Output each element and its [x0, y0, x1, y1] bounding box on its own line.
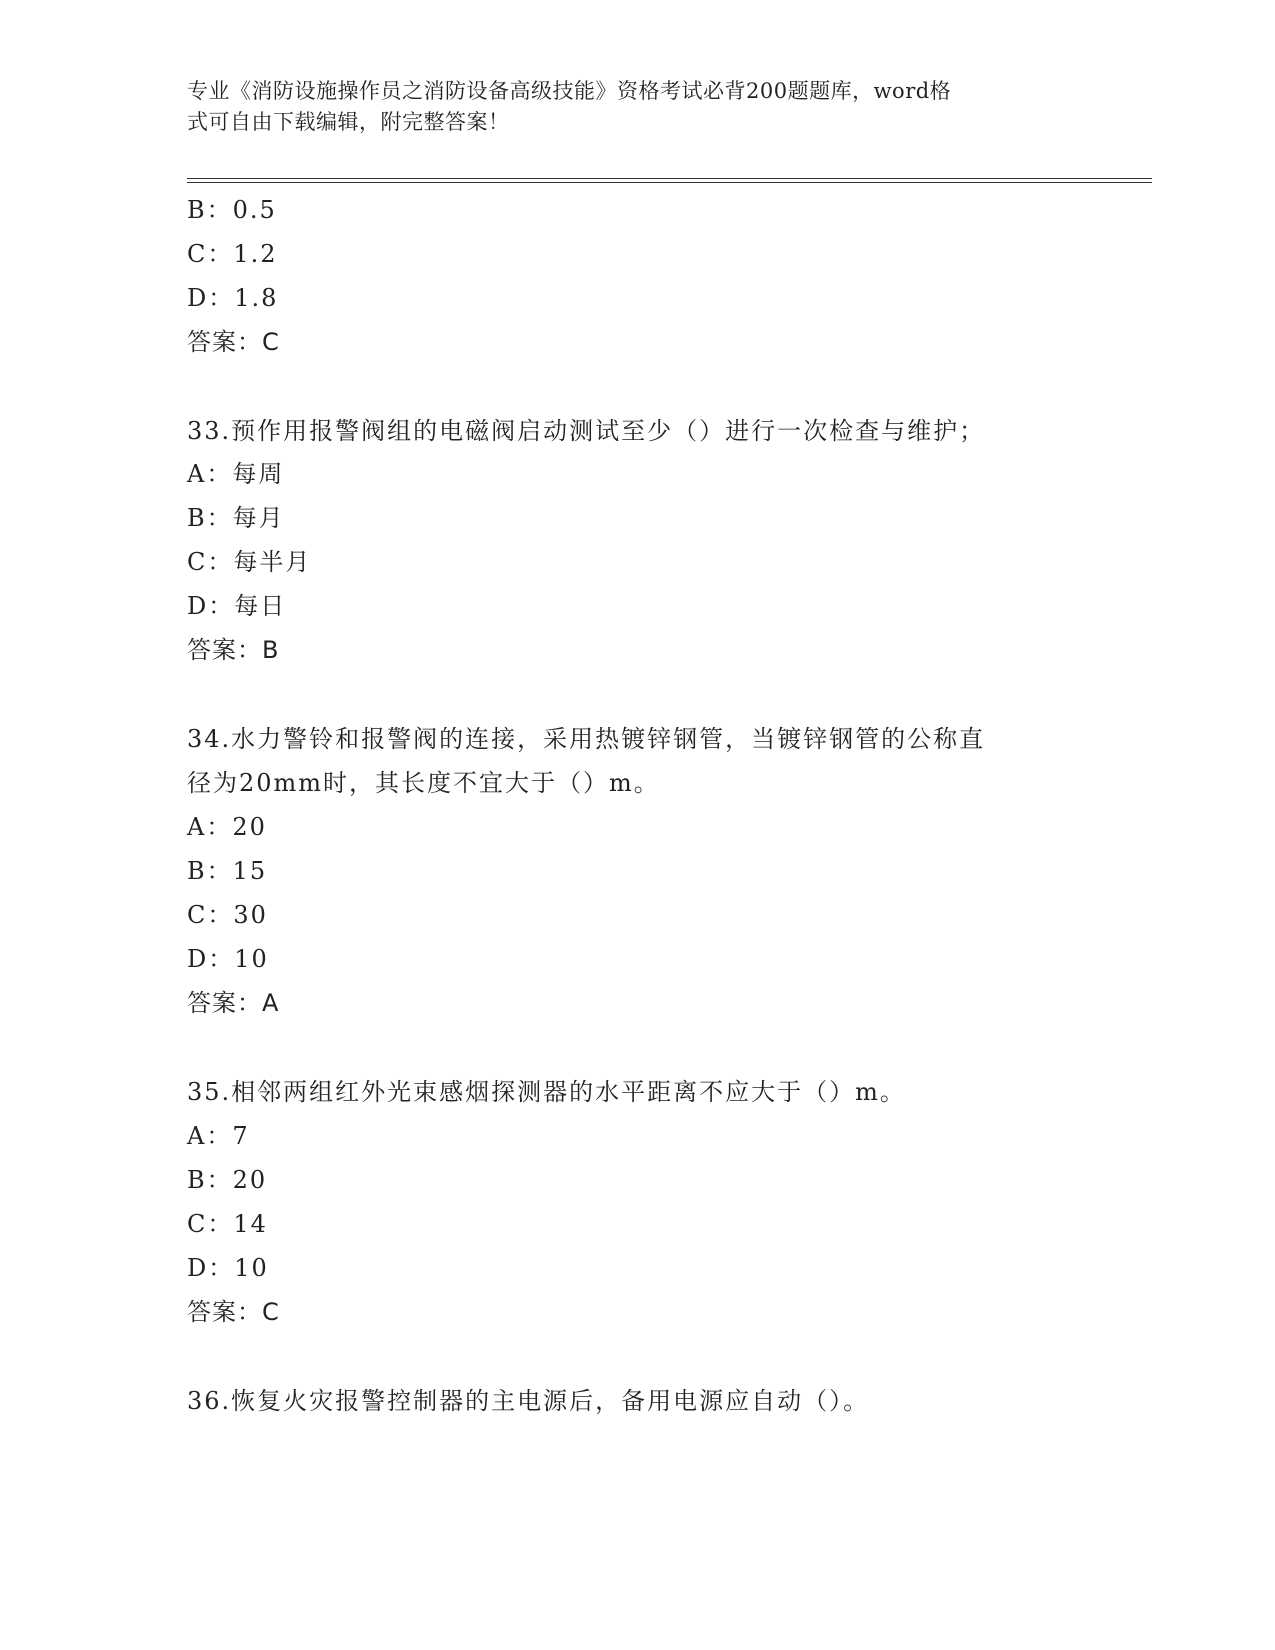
q35-answer: 答案：C	[187, 1298, 280, 1326]
q35-option-d: D：10	[187, 1254, 269, 1282]
q33-stem: 33.预作用报警阀组的电磁阀启动测试至少（）进行一次检查与维护；	[187, 417, 986, 445]
q32-option-c: C：1.2	[187, 240, 278, 268]
q35-stem: 35.相邻两组红外光束感烟探测器的水平距离不应大于（）m。	[187, 1078, 906, 1106]
document-header	[187, 76, 1087, 138]
q33-option-d: D：每日	[187, 592, 287, 620]
q32-answer: 答案：C	[187, 328, 280, 356]
q35-option-b: B：20	[187, 1166, 268, 1194]
q33-option-b: B：每月	[187, 504, 285, 532]
q35-option-a: A：7	[187, 1122, 250, 1150]
q34-option-d: D：10	[187, 945, 269, 973]
q34-stem-line-1: 34.水力警铃和报警阀的连接，采用热镀锌钢管，当镀锌钢管的公称直	[187, 725, 986, 753]
q35-option-c: C：14	[187, 1210, 268, 1238]
q34-option-a: A：20	[187, 813, 267, 841]
q33-option-a: A：每周	[187, 460, 285, 488]
q32-option-b: B：0.5	[187, 196, 277, 224]
header-rule-bottom	[187, 182, 1152, 183]
q34-option-c: C：30	[187, 901, 268, 929]
q33-answer: 答案：B	[187, 636, 280, 664]
header-line-1: 专业《消防设施操作员之消防设备高级技能》资格考试必背200题题库，word格	[187, 79, 952, 103]
q36-stem: 36.恢复火灾报警控制器的主电源后，备用电源应自动（）。	[187, 1387, 870, 1415]
q33-option-c: C：每半月	[187, 548, 312, 576]
header-line-2: 式可自由下载编辑，附完整答案！	[187, 110, 510, 134]
q32-option-d: D：1.8	[187, 284, 279, 312]
header-rule-top	[187, 178, 1152, 179]
q34-option-b: B：15	[187, 857, 268, 885]
q34-answer: 答案：A	[187, 989, 280, 1017]
q34-stem-line-2: 径为20mm时，其长度不宜大于（）m。	[187, 769, 660, 797]
